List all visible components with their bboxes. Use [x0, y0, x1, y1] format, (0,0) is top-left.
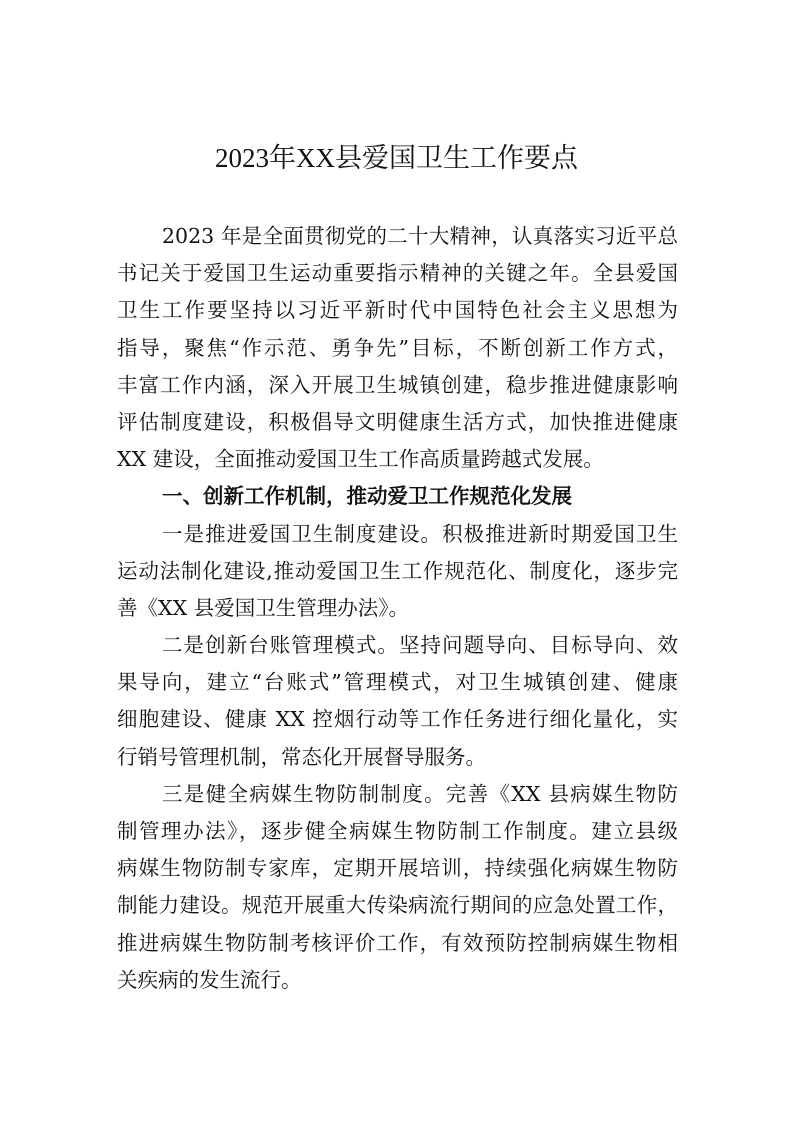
document-title: 2023年XX县爱国卫生工作要点 [215, 143, 578, 173]
text-line: 行销号管理机制，常态化开展督导服务。 [117, 744, 486, 769]
paragraph [117, 776, 678, 999]
document-body [117, 218, 678, 999]
text-line: 指导，聚焦“作示范、勇争先”目标，不断创新工作方式， [117, 335, 678, 360]
text-line: 评估制度建设，积极倡导文明健康生活方式，加快推进健康 [117, 409, 678, 434]
text-line: 关疾病的发生流行。 [117, 967, 302, 992]
text-line: 制能力建设。规范开展重大传染病流行期间的应急处置工作， [117, 893, 678, 918]
text-line: 制管理办法》，逐步健全病媒生物防制工作制度。建立县级 [117, 819, 678, 843]
text-line: 三是健全病媒生物防制制度。完善《XX 县病媒生物防 [162, 781, 678, 806]
text-line: XX 建设，全面推动爱国卫生工作高质量跨越式发展。 [117, 447, 604, 472]
text-line: 一、创新工作机制，推动爱卫工作规范化发展 [162, 484, 572, 509]
text-line: 丰富工作内涵，深入开展卫生城镇创建，稳步推进健康影响 [117, 372, 678, 397]
text-line: 卫生工作要坚持以习近平新时代中国特色社会主义思想为 [117, 298, 678, 323]
section-heading [117, 478, 678, 515]
text-line: 果导向，建立“台账式”管理模式，对卫生城镇创建、健康 [117, 670, 678, 695]
paragraph [117, 627, 678, 776]
paragraph [117, 516, 678, 628]
text-line: 病媒生物防制专家库，定期开展培训，持续强化病媒生物防 [117, 856, 678, 881]
paragraph [117, 218, 678, 478]
text-line: 运动法制化建设,推动爱国卫生工作规范化、制度化，逐步完 [117, 558, 678, 583]
text-line: 二是创新台账管理模式。坚持问题导向、目标导向、效 [162, 633, 678, 658]
text-line: 一是推进爱国卫生制度建设。积极推进新时期爱国卫生 [162, 521, 678, 546]
text-line: 书记关于爱国卫生运动重要指示精神的关键之年。全县爱国 [117, 261, 678, 286]
text-line: 推进病媒生物防制考核评价工作，有效预防控制病媒生物相 [117, 930, 678, 955]
text-line: 细胞建设、健康 XX 控烟行动等工作任务进行细化量化，实 [117, 707, 678, 732]
text-line: 善《XX 县爱国卫生管理办法》。 [117, 595, 409, 620]
text-line: 2023 年是全面贯彻党的二十大精神，认真落实习近平总 [162, 224, 678, 248]
